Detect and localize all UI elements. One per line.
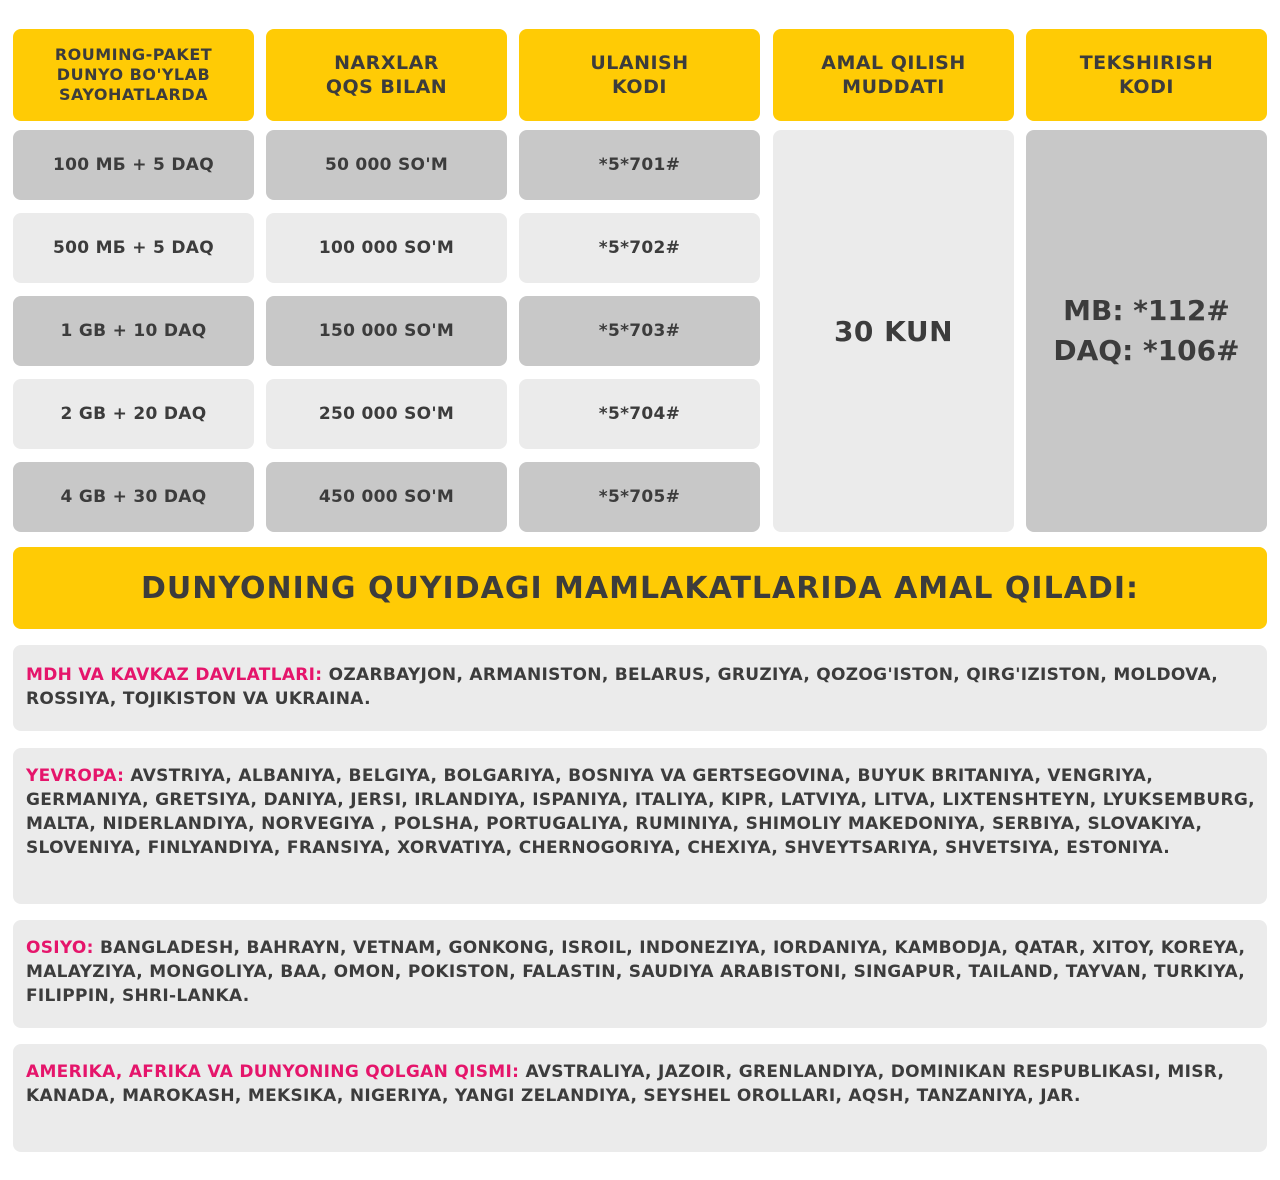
region-block-europe [13,748,1267,904]
package-code-1: *5*701# [519,130,760,200]
header-validity: AMAL QILISH MUDDATI [773,29,1014,121]
region-name: YEVROPA: [26,766,125,786]
validity-cell: 30 KUN [773,130,1014,532]
header-price: NARXLAR QQS BILAN [266,29,507,121]
package-price-3: 150 000 SO'M [266,296,507,366]
countries-banner: DUNYONING QUYIDAGI MAMLAKATLARIDA AMAL QILADI: [13,547,1267,629]
package-code-4: *5*704# [519,379,760,449]
check-code-mb: MB: *112# [1063,294,1230,327]
header-package: ROUMING-PAKET DUNYO BO'YLAB SAYOHATLARDA [13,29,254,121]
region-countries: AVSTRALIYA, JAZOIR, GRENLANDIYA, DOMINIKAN RESPUBLIKASI, MISR, KANADA, MAROKASH, MEKSIKA, NIGERIYA, YANGI ZELANDIYA, SEYSHEL OROLLARI, AQSH, TANZANIYA, JAR. [26,1062,1225,1106]
header-activation-code: ULANISH KODI [519,29,760,121]
package-name-5: 4 GB + 30 DAQ [13,462,254,532]
region-countries: BANGLADESH, BAHRAYN, VETNAM, GONKONG, ISROIL, INDONEZIYA, IORDANIYA, KAMBODJA, QATAR, XITOY, KOREYA, MALAYZIYA, MONGOLIYA, BAA, OMON, POKISTON, FALASTIN, SAUDIYA ARABISTONI, SINGAPUR, TAILAND, TAYVAN, TURKIYA, FILIPPIN, SHRI-LANKA. [26,938,1246,1006]
region-block-cis [13,645,1267,731]
check-code-minutes: DAQ: *106# [1053,334,1240,367]
region-block-america-africa [13,1044,1267,1152]
package-code-2: *5*702# [519,213,760,283]
region-countries: AVSTRIYA, ALBANIYA, BELGIYA, BOLGARIYA, BOSNIYA VA GERTSEGOVINA, BUYUK BRITANIYA, VENGRIYA, GERMANIYA, GRETSIYA, DANIYA, JERSI, IRLANDIYA, ISPANIYA, ITALIYA, KIPR, LATVIYA, LITVA, LIXTENSHTEYN, LYUKSEMBURG, MALTA, NIDERLANDIYA, NORVEGIYA , POLSHA, PORTUGALIYA, RUMINIYA, SHIMOLIY MAKEDONIYA, SERBIYA, SLOVAKIYA, SLOVENIYA, FINLYANDIYA, FRANSIYA, XORVATIYA, CHERNOGORIYA, CHEXIYA, SHVEYTSARIYA, SHVETSIYA, ESTONIYA. [26,766,1255,858]
header-check-code: TEKSHIRISH KODI [1026,29,1267,121]
package-price-4: 250 000 SO'M [266,379,507,449]
package-code-3: *5*703# [519,296,760,366]
check-code-cell [1026,130,1267,532]
region-name: MDH VA KAVKAZ DAVLATLARI: [26,665,323,685]
package-name-3: 1 GB + 10 DAQ [13,296,254,366]
package-code-5: *5*705# [519,462,760,532]
region-name: AMERIKA, AFRIKA VA DUNYONING QOLGAN QISMI: [26,1062,520,1082]
region-name: OSIYO: [26,938,94,958]
package-name-4: 2 GB + 20 DAQ [13,379,254,449]
package-name-2: 500 МБ + 5 DAQ [13,213,254,283]
region-block-asia [13,920,1267,1028]
package-name-1: 100 МБ + 5 DAQ [13,130,254,200]
package-price-1: 50 000 SO'M [266,130,507,200]
region-countries: OZARBAYJON, ARMANISTON, BELARUS, GRUZIYA, QOZOG'ISTON, QIRG'IZISTON, MOLDOVA, ROSSIYA, TOJIKISTON VA UKRAINA. [26,665,1219,709]
package-price-2: 100 000 SO'M [266,213,507,283]
package-price-5: 450 000 SO'M [266,462,507,532]
